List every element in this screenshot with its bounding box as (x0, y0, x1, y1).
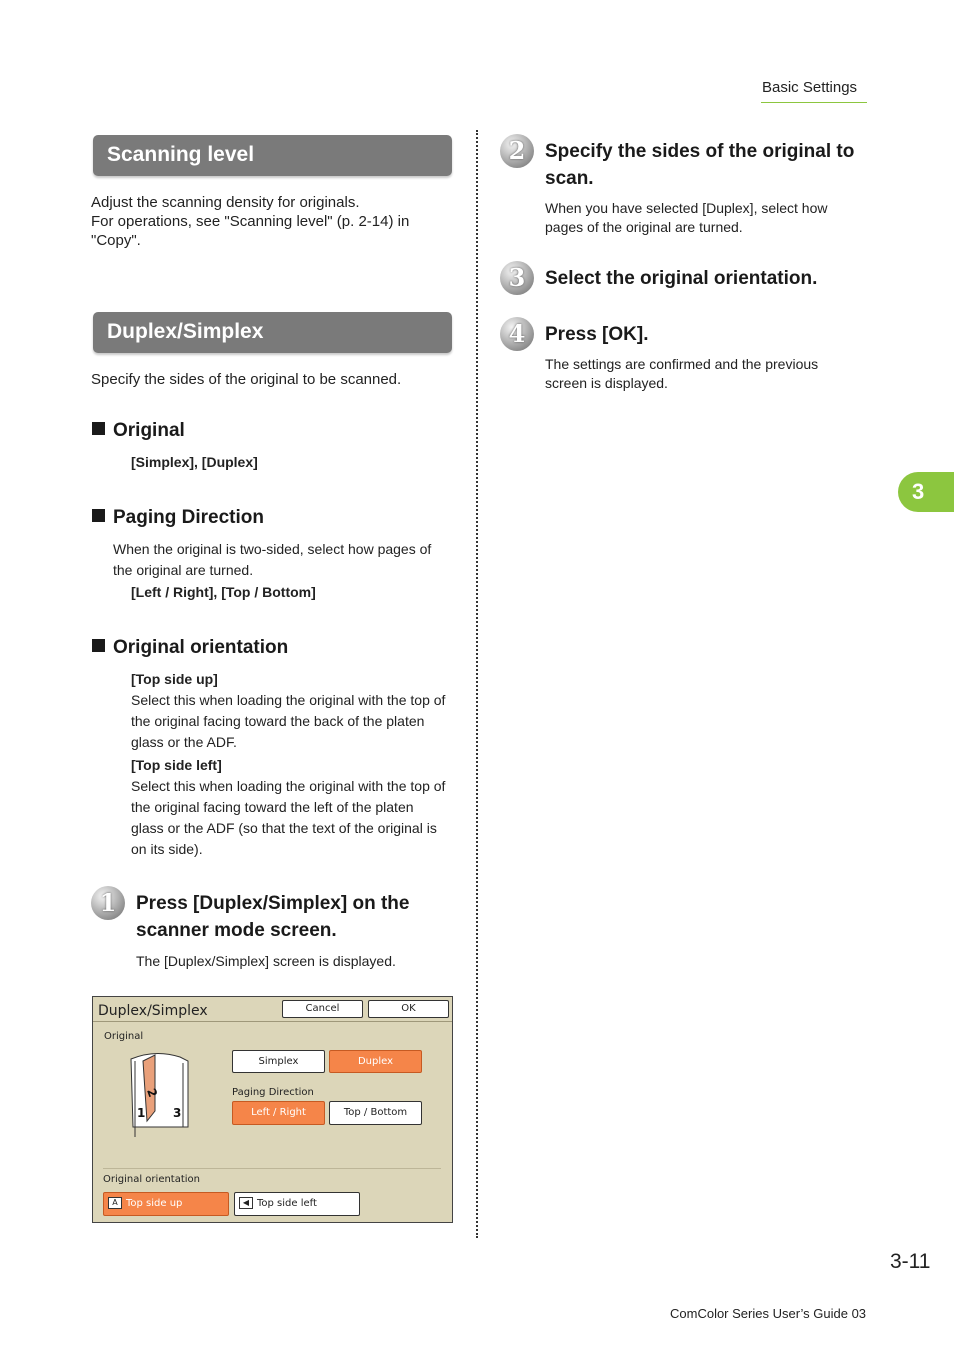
desc-line: screen is displayed. (545, 375, 668, 391)
step-title-line: Press [Duplex/Simplex] on the (136, 893, 410, 914)
chapter-tab: 3 (898, 472, 954, 512)
top-side-left-button[interactable] (234, 1192, 360, 1216)
orientation-label: Original orientation (103, 1174, 201, 1185)
step-2-title (545, 138, 875, 192)
paging-direction-desc (113, 539, 431, 581)
orientation-details (131, 669, 461, 860)
desc-line: on its side). (131, 841, 203, 857)
footer-text: ComColor Series User’s Guide 03 (670, 1306, 867, 1321)
cancel-button[interactable]: Cancel (282, 1000, 363, 1018)
button-label: Top side up (126, 1198, 183, 1209)
desc-line: Select this when loading the original with the top of (131, 692, 446, 708)
top-side-left-icon: ◀ (239, 1197, 253, 1209)
subhead-paging-direction (92, 507, 264, 529)
page-digit-3: 3 (173, 1106, 182, 1120)
option-label: [Top side up] (131, 671, 218, 687)
desc-line: the original facing toward the left of the platen (131, 799, 414, 815)
top-bottom-button[interactable]: Top / Bottom (329, 1101, 422, 1125)
top-side-up-button[interactable] (103, 1192, 229, 1216)
original-label: Original (104, 1031, 144, 1042)
screen-title: Duplex/Simplex (98, 1003, 208, 1019)
step-number-icon: 1 (91, 886, 125, 920)
desc-line: When the original is two-sided, select how pages of (113, 541, 432, 557)
option-label: [Top side left] (131, 757, 222, 773)
body-line: Adjust the scanning density for originals. (91, 194, 360, 211)
desc-line: glass or the ADF (so that the text of the original is (131, 820, 437, 836)
duplex-button[interactable]: Duplex (329, 1050, 422, 1073)
desc-line: pages of the original are turned. (545, 219, 743, 235)
step-title-line: scanner mode screen. (136, 920, 337, 941)
ok-button[interactable]: OK (368, 1000, 449, 1018)
step-number-icon: 3 (500, 261, 534, 295)
step-title-line: scan. (545, 168, 594, 189)
desc-line: When you have selected [Duplex], select how (545, 200, 828, 216)
section-heading-duplex-simplex (93, 312, 452, 353)
paging-direction-label: Paging Direction (232, 1087, 314, 1098)
bullet-square-icon (92, 422, 105, 435)
simplex-button[interactable]: Simplex (232, 1050, 325, 1073)
body-line: "Copy". (91, 232, 141, 249)
body-line: For operations, see "Scanning level" (p. 2-14) in (91, 213, 410, 230)
step-number-icon: 4 (500, 317, 534, 351)
step-1-desc: The [Duplex/Simplex] screen is displayed. (136, 953, 396, 969)
desc-line: the original facing toward the back of the platen (131, 713, 425, 729)
desc-line: The settings are confirmed and the previous (545, 356, 819, 372)
scanning-level-body (91, 193, 461, 250)
desc-line: the original are turned. (113, 562, 254, 578)
step-1-title (136, 890, 456, 944)
button-label: Top side left (257, 1198, 317, 1209)
original-options: [Simplex], [Duplex] (131, 454, 258, 470)
step-title-line: Specify the sides of the original to (545, 141, 855, 162)
column-divider (476, 130, 478, 1238)
page-digit-2: 2 (143, 1086, 161, 1100)
bullet-square-icon (92, 509, 105, 522)
step-4-title: Press [OK]. (545, 324, 649, 345)
step-3-title: Select the original orientation. (545, 268, 818, 289)
duplex-original-illustration (125, 1049, 191, 1139)
subhead-original (92, 420, 185, 442)
section-heading-scanning-level (93, 135, 452, 176)
paging-direction-options: [Left / Right], [Top / Bottom] (131, 584, 316, 600)
bullet-square-icon (92, 639, 105, 652)
section-heading-text: Duplex/Simplex (107, 320, 264, 343)
title-separator (93, 1021, 452, 1022)
page-number: 3-11 (890, 1250, 931, 1273)
step-2-desc (545, 199, 828, 237)
section-heading-text: Scanning level (107, 143, 255, 166)
duplex-intro: Specify the sides of the original to be scanned. (91, 371, 402, 388)
top-side-up-icon: A (108, 1197, 122, 1209)
orientation-separator (103, 1168, 441, 1169)
subhead-original-orientation (92, 637, 288, 659)
desc-line: Select this when loading the original with the top of (131, 778, 446, 794)
duplex-simplex-screen (92, 996, 453, 1223)
page-digit-1: 1 (137, 1106, 146, 1120)
step-4-desc (545, 355, 818, 393)
left-right-button[interactable]: Left / Right (232, 1101, 325, 1125)
subhead-text: Original orientation (113, 637, 289, 658)
desc-line: glass or the ADF. (131, 734, 237, 750)
header-rule (761, 102, 867, 103)
subhead-text: Paging Direction (113, 507, 264, 528)
subhead-text: Original (113, 420, 185, 441)
running-header: Basic Settings (762, 79, 858, 96)
step-number-icon: 2 (500, 134, 534, 168)
